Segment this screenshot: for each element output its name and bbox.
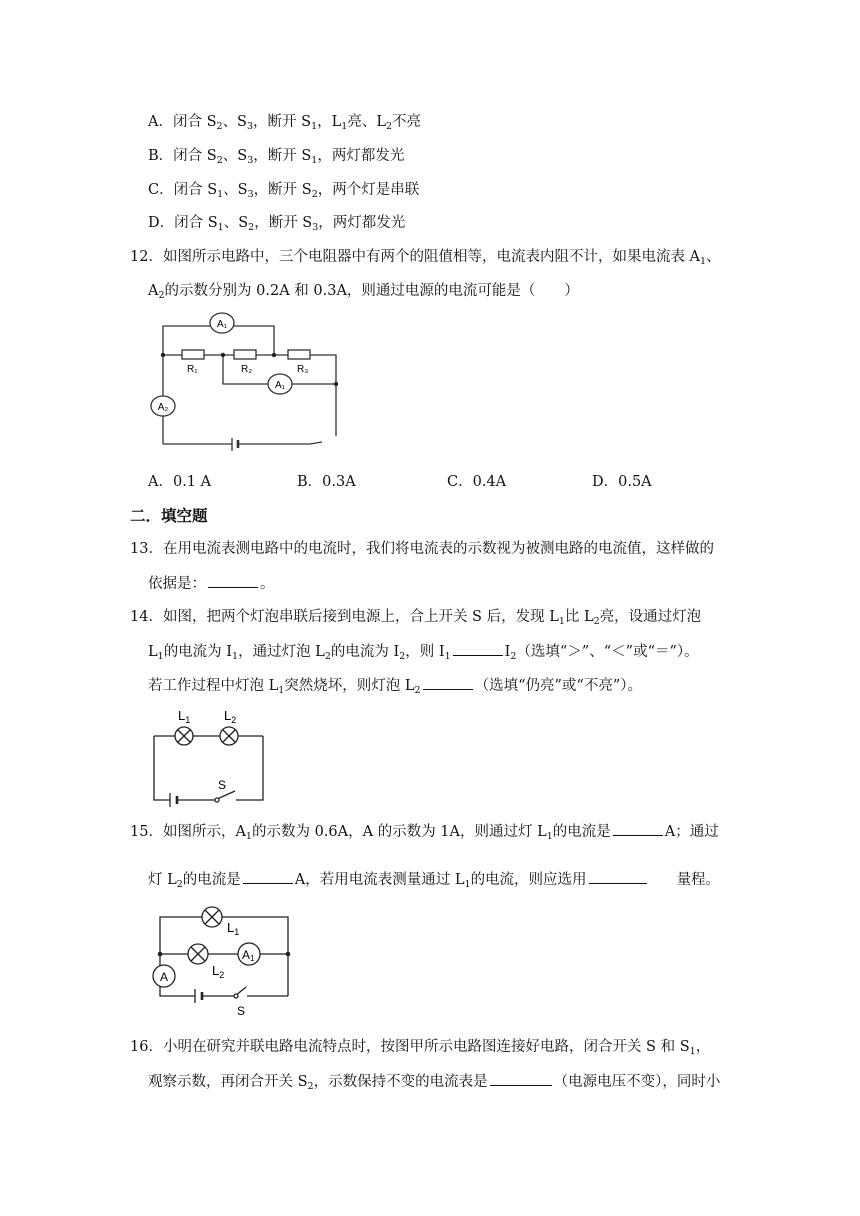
section-heading-fill-blank: 二．填空题 bbox=[130, 506, 208, 525]
resistor-label-r1: R₁ bbox=[187, 364, 198, 375]
q14-stem-line2: $L_1$的电流为 $I_1$，通过灯泡 $L_2$的电流为 $I_2$，则 $I_1$ $I_2$（选填“＞”、“＜”或“＝”）。 bbox=[148, 641, 699, 662]
q15-circuit-diagram bbox=[150, 900, 295, 1018]
q14-stem-line3: 若工作过程中灯泡 $L_1$突然烧坏，则灯泡 $L_2$ （选填“仍亮”或“不亮”）。 bbox=[148, 675, 642, 696]
q14-circuit-diagram bbox=[150, 705, 270, 805]
q14-stem-line1: 14．如图，把两个灯泡串联后接到电源上，合上开关 S 后，发现 $L_1$比 $L_2$亮，设通过灯泡 bbox=[130, 609, 702, 627]
q12-option-c: C．0.4A bbox=[447, 474, 507, 490]
resistor-label-r2: R₂ bbox=[241, 364, 253, 375]
ammeter-label-top: A₁ bbox=[216, 319, 228, 330]
q13-stem-line1: 13．在用电流表测电路中的电流时，我们将电流表的示数视为被测电路的电流值，这样做的 bbox=[130, 541, 714, 557]
lamp-label-l1: $L_1$ bbox=[227, 920, 240, 937]
switch-label-s: S bbox=[218, 778, 227, 792]
q14-blank-lamp[interactable] bbox=[423, 675, 473, 690]
q12-option-d: D．0.5A bbox=[592, 474, 652, 490]
q12-stem-line1: 12．如图所示电路中，三个电阻器中有两个的阻值相等，电流表内阻不计，如果电流表 $A_1$、 bbox=[130, 249, 721, 267]
q11-option-d: D．闭合 $S_1$、$S_2$，断开 $S_3$，两灯都发光 bbox=[148, 215, 406, 233]
q15-stem-line2: 灯 $L_2$的电流是 A，若用电流表测量通过 $L_1$的电流，则应选用 量程。 bbox=[148, 869, 720, 890]
ammeter-label-a1: A1 bbox=[242, 948, 255, 963]
ammeter-label-middle: A₁ bbox=[274, 380, 286, 391]
q16-stem-line2: 观察示数，再闭合开关 $S_2$，示数保持不变的电流表是 （电源电压不变），同时小 bbox=[148, 1071, 720, 1092]
q12-circuit-diagram bbox=[150, 308, 350, 456]
q15-stem-line1: 15．如图所示，$A_1$的示数为 0.6A，A 的示数为 1A，则通过灯 $L_1$的电流是 A；通过 bbox=[130, 821, 719, 842]
q15-blank-l1-current[interactable] bbox=[613, 821, 663, 836]
q11-option-a: A．闭合 $S_2$、$S_3$，断开 $S_1$，$L_1$亮、$L_2$不亮 bbox=[148, 114, 422, 132]
ammeter-label-a: A bbox=[159, 970, 169, 984]
q15-blank-l2-current[interactable] bbox=[243, 869, 293, 884]
ammeter-label-left: A₂ bbox=[157, 402, 169, 413]
q13-answer-blank[interactable] bbox=[208, 573, 258, 588]
q12-option-b: B．0.3A bbox=[297, 474, 356, 490]
q15-blank-range[interactable] bbox=[589, 869, 647, 884]
lamp-label-l2: $L_2$ bbox=[224, 708, 237, 725]
resistor-label-r3: R₃ bbox=[297, 364, 309, 375]
q11-option-b: B．闭合 $S_2$、$S_3$，断开 $S_1$，两灯都发光 bbox=[148, 148, 405, 166]
q13-stem-line2: 依据是： 。 bbox=[148, 573, 275, 594]
lamp-label-l2: $L_2$ bbox=[212, 963, 225, 980]
lamp-label-l1: $L_1$ bbox=[178, 708, 191, 725]
q16-answer-blank[interactable] bbox=[490, 1071, 552, 1086]
q11-option-c: C．闭合 $S_1$、$S_3$，断开 $S_2$，两个灯是串联 bbox=[148, 182, 420, 200]
q12-stem-line2: $A_2$的示数分别为 0.2A 和 0.3A，则通过电源的电流可能是（ ） bbox=[148, 283, 579, 301]
q16-stem-line1: 16．小明在研究并联电路电流特点时，按图甲所示电路图连接好电路，闭合开关 S 和 $S_1$， bbox=[130, 1039, 711, 1057]
q12-option-a: A．0.1 A bbox=[148, 474, 212, 490]
switch-label-s: S bbox=[237, 1004, 246, 1018]
q14-blank-compare[interactable] bbox=[453, 641, 503, 656]
